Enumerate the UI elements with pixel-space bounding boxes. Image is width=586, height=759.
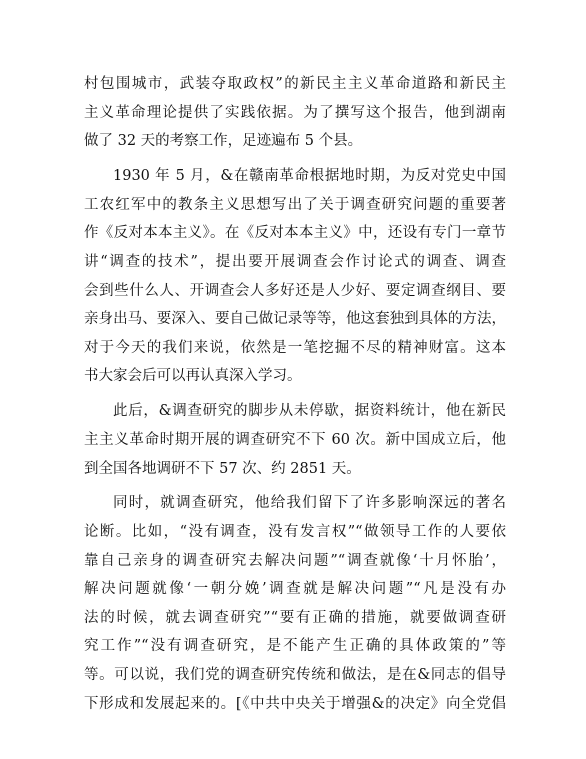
paragraph-3 [84, 397, 506, 483]
text-line: 论断。比如，“没有调查，没有发言权”“做领导工作的人要依 [84, 524, 506, 541]
text-line: 靠自己亲身的调查研究去解决问题”“调查就像‘十月怀胎’， [84, 552, 506, 569]
document-body [84, 70, 506, 718]
text-line: 此后，&调查研究的脚步从未停歇，据资料统计，他在新民 [113, 403, 506, 420]
text-line: 工农红军中的教条主义思想写出了关于调查研究问题的重要著 [84, 196, 506, 213]
text-line: 作《反对本本主义》。在《反对本本主义》中，还设有专门一章节 [84, 225, 506, 242]
text-line: 同时，就调查研究，他给我们留下了许多影响深远的著名 [113, 495, 506, 512]
text-line: 村包围城市，武装夺取政权”的新民主主义革命道路和新民主 [84, 76, 506, 92]
text-line: 对于今天的我们来说，依然是一笔挖掘不尽的精神财富。这本 [84, 339, 506, 356]
text-line: 下形成和发展起来的。[《中共中央关于增强&的决定》向全党倡 [84, 695, 506, 712]
text-line: 会到些什么人、开调查会人多好还是人少好、要定调查纲目、要 [84, 282, 506, 299]
text-line: 做了 32 天的考察工作，足迹遍布 5 个县。 [84, 133, 363, 150]
paragraph-4 [84, 489, 506, 718]
text-line: 法的时候，就去调查研究”“要有正确的措施，就要做调查研 [84, 609, 506, 626]
text-line: 亲身出马、要深入、要自己做记录等等，他这套独到具体的方法， [84, 311, 506, 328]
text-line: 主义革命理论提供了实践依据。为了撰写这个报告，他到湖南 [84, 104, 506, 121]
text-line: 主主义革命时期开展的调查研究不下 60 次。新中国成立后，他 [84, 431, 506, 448]
text-line: 解决问题就像‘一朝分娩’调查就是解决问题”“凡是没有办 [84, 581, 506, 598]
text-line: 书大家会后可以再认真深入学习。 [84, 368, 302, 385]
text-line: 到全国各地调研不下 57 次、约 2851 天。 [84, 460, 361, 477]
paragraph-1 [84, 70, 506, 156]
text-line: 等。可以说，我们党的调查研究传统和做法，是在&同志的倡导 [84, 667, 506, 684]
text-line: 究工作”“没有调查研究，是不能产生正确的具体政策的”等 [84, 638, 506, 655]
text-line: 讲“调查的技术”，提出要开展调查会作讨论式的调查、调查 [84, 253, 506, 270]
text-line: 1930 年 5 月，&在赣南革命根据地时期，为反对党史中国 [113, 168, 506, 185]
paragraph-2 [84, 162, 506, 391]
